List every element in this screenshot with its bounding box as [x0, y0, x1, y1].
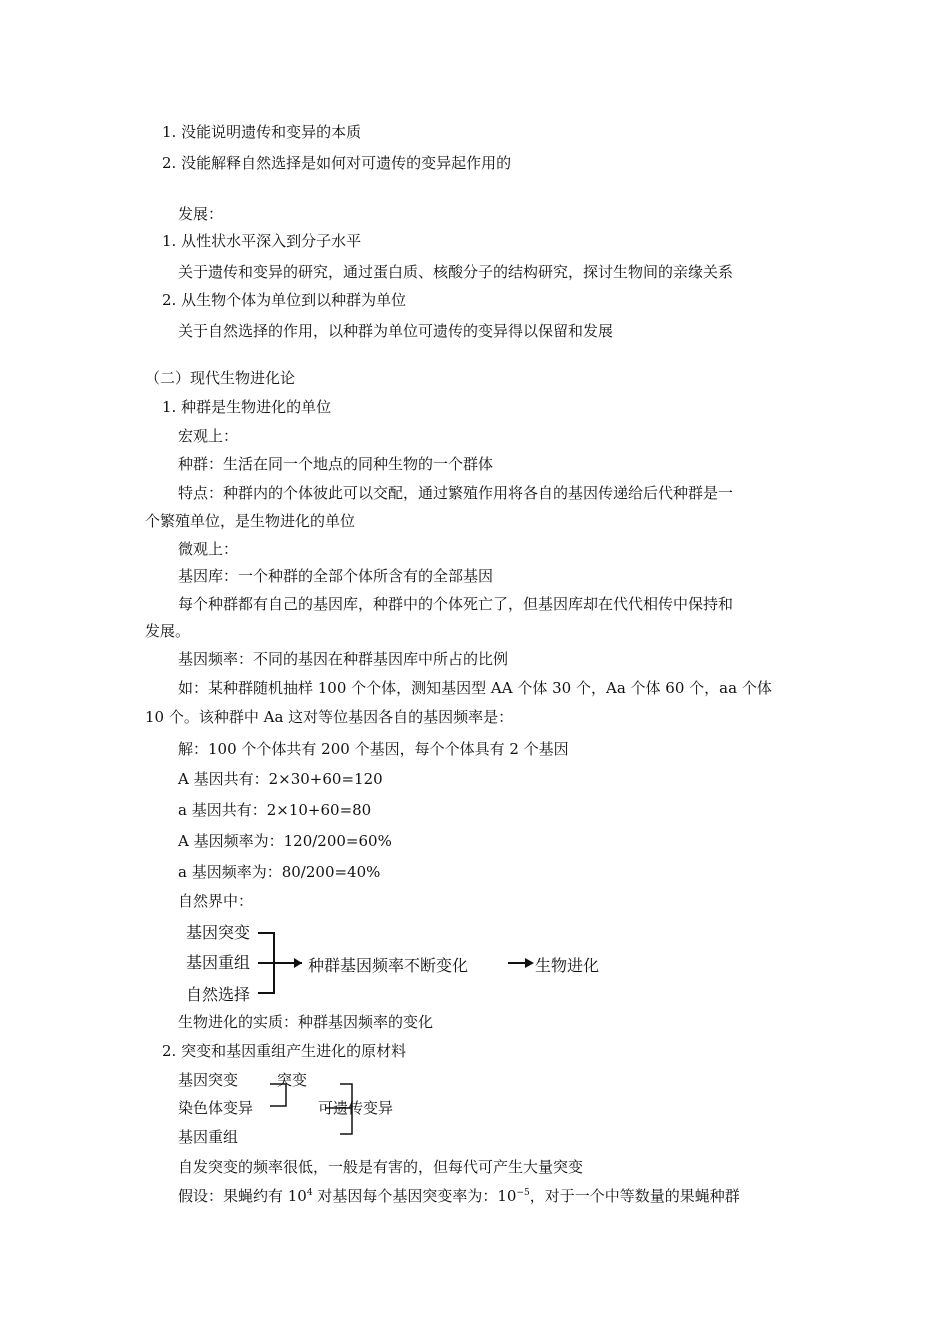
- text-line: a 基因共有：2×10+60=80: [178, 801, 372, 819]
- text-line: 如：某种群随机抽样 100 个个体，测知基因型 AA 个体 30 个，Aa 个体 60 个，aa 个体: [178, 679, 772, 697]
- text-line: 宏观上：: [178, 427, 239, 445]
- text-line: 特点：种群内的个体彼此可以交配，通过繁殖作用将各自的基因传递给后代种群是一: [178, 484, 734, 502]
- text-line: 基因库：一个种群的全部个体所含有的全部基因: [178, 567, 494, 585]
- text-line: 种群：生活在同一个地点的同种生物的一个群体: [178, 455, 494, 473]
- text-line: A 基因频率为：120/200=60%: [178, 832, 392, 850]
- label-gene-mutation: 基因突变: [178, 1071, 239, 1089]
- text-line: 假设：果蝇约有 $10^4$ 对基因每个基因突变率为：$10^{-5}$，对于一个中等数量的果蝇种群: [178, 1187, 740, 1205]
- evolution-flow-diagram: [178, 918, 618, 1008]
- text-line: 2. 没能解释自然选择是如何对可遗传的变异起作用的: [162, 154, 512, 172]
- flow-input-gene-recombination: 基因重组: [186, 953, 251, 972]
- text-line: 生物进化的实质：种群基因频率的变化: [178, 1013, 434, 1031]
- heritable-variation-diagram: [178, 1068, 438, 1148]
- text-line: 1. 没能说明遗传和变异的本质: [162, 123, 362, 141]
- text-line: 个繁殖单位，是生物进化的单位: [145, 512, 356, 530]
- text-line: a 基因频率为：80/200=40%: [178, 863, 381, 881]
- text-line: A 基因共有：2×30+60=120: [178, 770, 383, 788]
- text-line: 10 个。该种群中 Aa 这对等位基因各自的基因频率是：: [145, 708, 514, 726]
- label-heritable-variation: 可遗传变异: [318, 1099, 394, 1117]
- text-line: 关于遗传和变异的研究，通过蛋白质、核酸分子的结构研究，探讨生物间的亲缘关系: [178, 263, 734, 281]
- text-line: 自发突变的频率很低，一般是有害的，但每代可产生大量突变: [178, 1158, 584, 1176]
- text-line: 每个种群都有自己的基因库，种群中的个体死亡了，但基因库却在代代相传中保持和: [178, 595, 734, 613]
- text-line: 发展：: [178, 205, 224, 223]
- flow-middle-label: 种群基因频率不断变化: [308, 956, 469, 975]
- text-line: 解：100 个个体共有 200 个基因，每个个体具有 2 个基因: [178, 740, 569, 758]
- label-gene-recombination: 基因重组: [178, 1128, 239, 1146]
- flow-input-natural-selection: 自然选择: [186, 985, 251, 1004]
- text-line: 2. 从生物个体为单位到以种群为单位: [162, 291, 407, 309]
- text-line: 关于自然选择的作用，以种群为单位可遗传的变异得以保留和发展: [178, 322, 614, 340]
- text-line: 自然界中：: [178, 892, 254, 910]
- flow-result-label: 生物进化: [535, 956, 600, 975]
- label-mutation-group: 突变: [277, 1071, 308, 1089]
- flow-input-gene-mutation: 基因突变: [186, 923, 251, 942]
- text-line: 发展。: [145, 622, 191, 640]
- text-line: 1. 从性状水平深入到分子水平: [162, 232, 362, 250]
- text-line: 1. 种群是生物进化的单位: [162, 398, 332, 416]
- label-chromosome-variation: 染色体变异: [178, 1099, 254, 1117]
- section-heading: （二）现代生物进化论: [145, 369, 296, 387]
- text-line: 2. 突变和基因重组产生进化的原材料: [162, 1042, 407, 1060]
- text-line: 基因频率：不同的基因在种群基因库中所占的比例: [178, 650, 509, 668]
- text-line: 微观上：: [178, 540, 239, 558]
